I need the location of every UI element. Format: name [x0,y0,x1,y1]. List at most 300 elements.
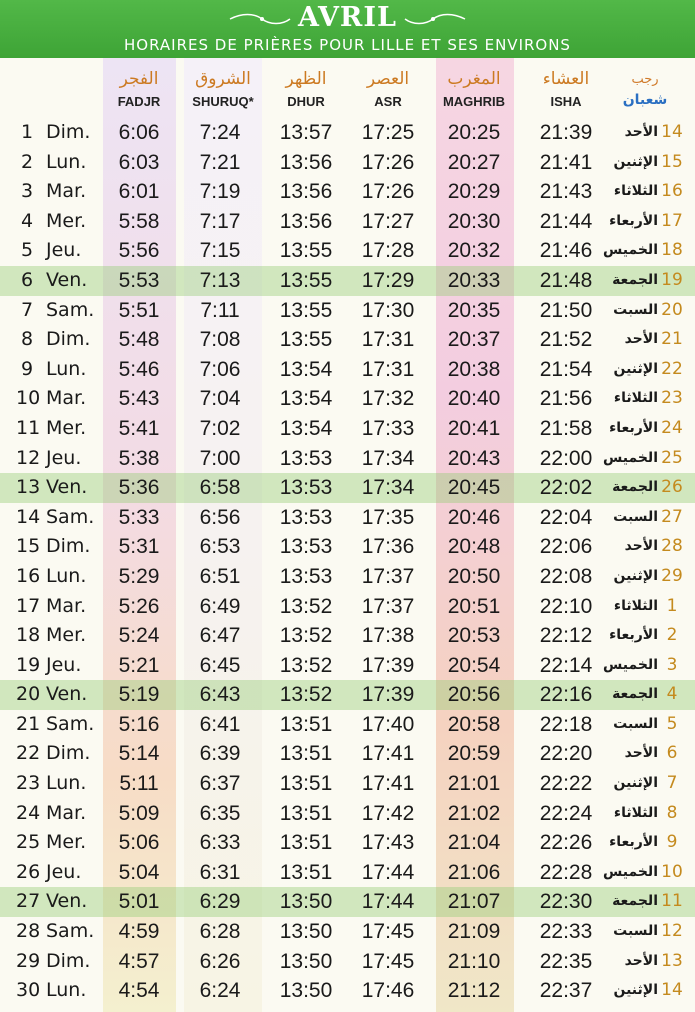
time-fadjr: 5:46 [118,357,160,381]
weekday-ar: الجمعة [612,893,658,910]
weekday-ar: الأحد [624,745,658,762]
time-asr: 17:44 [361,860,415,884]
time-dhur: 13:51 [279,860,333,884]
time-isha: 22:37 [539,979,593,1003]
time-asr: 17:25 [361,121,415,144]
hijri-month-top: رجب [631,72,659,87]
time-dhur: 13:50 [279,949,333,973]
time-fadjr: 5:06 [118,831,160,855]
time-dhur: 13:52 [279,624,333,648]
time-maghrib: 20:38 [447,357,501,381]
time-shuruq: 6:39 [199,742,241,766]
time-isha: 21:48 [539,268,593,292]
time-dhur: 13:52 [279,653,333,677]
time-isha: 21:54 [539,357,593,381]
time-asr: 17:31 [361,357,415,381]
weekday-fr: Sam. [46,298,95,321]
time-shuruq: 7:00 [199,446,241,470]
time-fadjr: 5:14 [118,742,160,766]
time-asr: 17:39 [361,653,415,677]
time-isha: 22:02 [539,476,593,500]
time-shuruq: 6:47 [199,624,241,648]
hijri-month-bottom: شعبان [622,92,668,108]
column-header-dhur [266,66,346,112]
table-row [0,592,695,622]
time-maghrib: 20:35 [447,298,501,322]
time-maghrib: 20:45 [447,476,501,500]
time-shuruq: 6:53 [199,535,241,559]
weekday-ar: الثلاثاء [613,597,658,614]
time-isha: 21:58 [539,416,593,440]
weekday-fr: Dim. [46,121,91,143]
day-number: 2 [20,150,34,173]
hijri-day: 13 [661,950,683,971]
weekday-ar: الثلاثاء [613,390,658,407]
time-maghrib: 21:04 [447,831,501,855]
time-fadjr: 5:41 [118,416,160,440]
time-maghrib: 20:41 [447,416,501,440]
time-asr: 17:32 [361,387,415,411]
time-shuruq: 7:21 [199,150,241,174]
column-header-fr: DHUR [287,94,325,109]
weekday-ar: الإثنين [613,153,658,170]
column-header-ar: الظهر [285,69,327,89]
weekday-ar: الجمعة [612,271,658,288]
time-isha: 21:56 [539,387,593,411]
time-maghrib: 20:48 [447,535,501,559]
time-dhur: 13:56 [279,150,333,174]
time-shuruq: 7:19 [199,180,241,204]
time-fadjr: 5:33 [118,505,160,529]
table-row [0,207,695,237]
time-fadjr: 5:38 [118,446,160,470]
table-row [0,858,695,888]
day-number: 17 [16,594,41,617]
weekday-fr: Mar. [46,801,87,824]
ornament-right-icon [403,12,467,26]
table-row [0,148,695,178]
day-number: 26 [16,860,41,883]
weekday-ar: السبت [613,715,658,732]
hijri-day: 19 [661,269,683,290]
time-shuruq: 6:49 [199,594,241,618]
hijri-day: 7 [666,773,678,794]
time-shuruq: 6:56 [199,505,241,529]
column-header-fr: FADJR [117,94,161,109]
time-shuruq: 7:02 [199,416,241,440]
column-header-shuruq [180,66,266,112]
day-number: 24 [16,801,41,824]
time-dhur: 13:54 [279,357,333,381]
time-dhur: 13:54 [279,416,333,440]
time-dhur: 13:55 [279,298,333,322]
table-row [0,503,695,533]
time-dhur: 13:54 [279,387,333,411]
day-number: 6 [20,268,34,291]
time-asr: 17:34 [361,446,415,470]
hijri-day: 18 [661,240,683,261]
time-asr: 17:35 [361,505,415,529]
hijri-day: 10 [661,861,683,882]
weekday-fr: Mar. [46,387,87,410]
time-shuruq: 6:24 [199,979,241,1003]
time-maghrib: 20:40 [447,387,501,411]
time-dhur: 13:53 [279,476,333,500]
time-maghrib: 21:10 [447,949,501,973]
weekday-fr: Lun. [46,772,87,795]
column-header-maghrib [432,66,516,112]
time-isha: 22:08 [539,564,593,588]
column-header-asr [348,66,428,112]
time-shuruq: 6:45 [199,653,241,677]
table-row [0,444,695,474]
time-maghrib: 21:01 [447,772,501,796]
day-number: 12 [16,446,41,469]
table-row-friday [0,680,695,710]
table-row-friday [0,266,695,296]
table-row [0,739,695,769]
hijri-day: 11 [661,891,683,912]
time-maghrib: 20:27 [447,150,501,174]
weekday-fr: Sam. [46,920,95,943]
time-isha: 21:46 [539,239,593,263]
table-row [0,799,695,829]
time-fadjr: 5:43 [118,387,160,411]
day-number: 16 [16,564,41,587]
hijri-day: 8 [666,802,678,823]
day-number: 8 [20,328,34,351]
day-number: 1 [20,121,34,143]
time-asr: 17:31 [361,328,415,352]
weekday-ar: الإثنين [613,567,658,584]
time-maghrib: 21:06 [447,860,501,884]
time-dhur: 13:51 [279,772,333,796]
time-dhur: 13:53 [279,535,333,559]
table-row [0,947,695,977]
weekday-ar: الجمعة [612,686,658,703]
time-asr: 17:43 [361,831,415,855]
weekday-ar: السبت [613,508,658,525]
day-number: 3 [20,180,34,203]
column-header-isha [526,66,606,112]
weekday-fr: Ven. [46,890,88,913]
table-row [0,355,695,385]
time-dhur: 13:57 [279,121,333,144]
day-number: 28 [16,920,41,943]
time-isha: 22:22 [539,772,593,796]
time-fadjr: 5:58 [118,209,160,233]
time-shuruq: 7:13 [199,268,241,292]
time-maghrib: 20:30 [447,209,501,233]
table-row [0,296,695,326]
table-row [0,236,695,266]
table-row [0,414,695,444]
time-dhur: 13:51 [279,831,333,855]
time-shuruq: 7:15 [199,239,241,263]
hijri-day: 14 [661,122,683,142]
time-shuruq: 6:33 [199,831,241,855]
page-header [0,0,695,58]
time-fadjr: 6:06 [118,121,160,144]
hijri-day: 20 [661,299,683,320]
time-fadjr: 5:31 [118,535,160,559]
time-dhur: 13:53 [279,505,333,529]
hijri-day: 14 [661,980,683,1001]
time-isha: 22:35 [539,949,593,973]
weekday-fr: Sam. [46,712,95,735]
weekday-fr: Ven. [46,476,88,499]
time-isha: 22:18 [539,712,593,736]
hijri-day: 17 [661,210,683,231]
time-asr: 17:42 [361,801,415,825]
time-shuruq: 6:37 [199,772,241,796]
column-header-fr: MAGHRIB [442,94,506,109]
hijri-day: 5 [666,713,678,734]
time-fadjr: 6:03 [118,150,160,174]
day-number: 5 [20,239,34,262]
time-isha: 22:20 [539,742,593,766]
weekday-ar: الإثنين [613,982,658,999]
time-isha: 21:43 [539,180,593,204]
time-shuruq: 7:04 [199,387,241,411]
time-asr: 17:46 [361,979,415,1003]
time-fadjr: 5:16 [118,712,160,736]
weekday-fr: Mer. [46,831,87,854]
hijri-day: 4 [666,684,678,705]
day-number: 9 [20,357,34,380]
table-row [0,118,695,148]
weekday-ar: الجمعة [612,479,658,496]
table-row-friday [0,887,695,917]
hijri-day: 16 [661,181,683,202]
hijri-day: 1 [666,595,678,616]
column-header-ar: المغرب [447,69,501,89]
time-asr: 17:39 [361,683,415,707]
page-title: AVRIL [298,2,397,33]
hijri-day: 2 [666,625,678,646]
time-isha: 22:16 [539,683,593,707]
time-dhur: 13:52 [279,594,333,618]
time-maghrib: 20:37 [447,328,501,352]
time-shuruq: 6:26 [199,949,241,973]
time-isha: 22:14 [539,653,593,677]
table-row [0,621,695,651]
time-fadjr: 5:26 [118,594,160,618]
weekday-ar: الإثنين [613,775,658,792]
time-isha: 22:30 [539,890,593,914]
time-shuruq: 6:58 [199,476,241,500]
hijri-day: 6 [666,743,678,764]
time-maghrib: 20:32 [447,239,501,263]
column-header-ar: العشاء [542,69,590,89]
day-number: 4 [20,209,34,232]
column-header-ar: الشروق [195,69,251,89]
time-maghrib: 20:25 [447,121,501,144]
time-shuruq: 7:11 [200,298,240,322]
weekday-fr: Lun. [46,564,87,587]
weekday-ar: الثلاثاء [613,183,658,200]
time-dhur: 13:55 [279,268,333,292]
day-number: 19 [16,653,41,676]
hijri-month-header [606,70,684,110]
time-shuruq: 7:17 [199,209,241,233]
weekday-fr: Mar. [46,180,87,203]
weekday-fr: Dim. [46,742,91,765]
time-isha: 21:41 [539,150,593,174]
hijri-day: 28 [661,536,683,557]
hijri-day: 9 [666,832,678,853]
hijri-day: 12 [661,921,683,942]
time-asr: 17:26 [361,180,415,204]
day-number: 11 [16,416,41,439]
time-dhur: 13:55 [279,328,333,352]
table-row [0,651,695,681]
time-asr: 17:34 [361,476,415,500]
day-number: 23 [16,772,41,795]
day-number: 27 [16,890,41,913]
time-isha: 22:10 [539,594,593,618]
table-row [0,917,695,947]
time-asr: 17:37 [361,594,415,618]
time-shuruq: 6:41 [199,712,241,736]
time-fadjr: 4:54 [118,979,160,1003]
time-shuruq: 6:31 [199,860,241,884]
time-maghrib: 20:53 [447,624,501,648]
time-fadjr: 5:29 [118,564,160,588]
time-fadjr: 4:57 [118,949,160,973]
time-dhur: 13:51 [279,742,333,766]
page-subtitle: HORAIRES DE PRIÈRES POUR LILLE ET SES ENVIRONS [124,36,571,54]
weekday-fr: Dim. [46,328,91,351]
weekday-fr: Sam. [46,505,95,528]
time-isha: 21:44 [539,209,593,233]
weekday-fr: Jeu. [46,860,82,883]
time-isha: 22:33 [539,920,593,944]
weekday-fr: Mar. [46,594,87,617]
time-maghrib: 20:46 [447,505,501,529]
weekday-ar: الأربعاء [609,627,658,644]
time-maghrib: 20:50 [447,564,501,588]
weekday-fr: Dim. [46,949,91,972]
time-asr: 17:41 [361,742,415,766]
day-number: 25 [16,831,41,854]
weekday-ar: السبت [613,923,658,940]
weekday-ar: الأحد [624,538,658,555]
time-asr: 17:28 [361,239,415,263]
weekday-fr: Dim. [46,535,91,558]
time-maghrib: 20:51 [447,594,501,618]
time-fadjr: 5:56 [118,239,160,263]
time-asr: 17:30 [361,298,415,322]
table-row [0,976,695,1006]
table-row [0,828,695,858]
weekday-fr: Lun. [46,150,87,173]
time-shuruq: 6:51 [199,564,241,588]
weekday-fr: Lun. [46,979,87,1002]
time-maghrib: 20:29 [447,180,501,204]
day-number: 29 [16,949,41,972]
time-shuruq: 6:43 [199,683,241,707]
hijri-day: 29 [661,565,683,586]
time-isha: 21:52 [539,328,593,352]
time-maghrib: 20:33 [447,268,501,292]
table-row [0,325,695,355]
time-asr: 17:45 [361,949,415,973]
time-fadjr: 5:51 [118,298,160,322]
weekday-fr: Jeu. [46,653,82,676]
time-asr: 17:36 [361,535,415,559]
time-asr: 17:27 [361,209,415,233]
column-header-ar: العصر [366,69,410,89]
time-shuruq: 7:08 [199,328,241,352]
time-dhur: 13:53 [279,446,333,470]
weekday-ar: الأربعاء [609,212,658,229]
time-dhur: 13:52 [279,683,333,707]
time-dhur: 13:56 [279,180,333,204]
time-isha: 21:50 [539,298,593,322]
time-dhur: 13:50 [279,890,333,914]
time-isha: 22:26 [539,831,593,855]
time-dhur: 13:53 [279,564,333,588]
weekday-ar: الأحد [624,331,658,348]
column-header-fr: SHURUQ* [192,94,254,109]
hijri-day: 3 [666,654,678,675]
time-asr: 17:37 [361,564,415,588]
time-maghrib: 21:12 [447,979,501,1003]
time-fadjr: 5:21 [118,653,160,677]
time-maghrib: 21:09 [447,920,501,944]
time-fadjr: 5:36 [118,476,160,500]
time-dhur: 13:51 [279,712,333,736]
column-header-fr: ASR [374,94,402,109]
time-dhur: 13:50 [279,920,333,944]
weekday-ar: الخميس [602,449,658,466]
time-isha: 22:12 [539,624,593,648]
time-asr: 17:33 [361,416,415,440]
time-asr: 17:44 [361,890,415,914]
table-row [0,532,695,562]
weekday-ar: الإثنين [613,360,658,377]
weekday-fr: Mer. [46,624,87,647]
time-asr: 17:41 [361,772,415,796]
weekday-ar: الخميس [602,863,658,880]
day-number: 30 [16,979,41,1002]
time-fadjr: 5:24 [118,624,160,648]
time-maghrib: 20:43 [447,446,501,470]
weekday-ar: السبت [613,301,658,318]
time-dhur: 13:51 [279,801,333,825]
hijri-day: 27 [661,506,683,527]
hijri-day: 23 [661,388,683,409]
time-fadjr: 5:01 [118,890,160,914]
time-fadjr: 5:19 [118,683,160,707]
time-fadjr: 6:01 [118,180,160,204]
day-number: 21 [16,712,41,735]
time-isha: 22:04 [539,505,593,529]
weekday-ar: الخميس [602,656,658,673]
hijri-day: 26 [661,477,683,498]
day-number: 18 [16,624,41,647]
time-fadjr: 5:11 [119,772,159,796]
table-row [0,177,695,207]
weekday-ar: الأحد [624,952,658,969]
time-dhur: 13:56 [279,209,333,233]
day-number: 20 [16,683,41,706]
time-fadjr: 4:59 [118,920,160,944]
time-fadjr: 5:53 [118,268,160,292]
day-number: 13 [16,476,41,499]
time-fadjr: 5:04 [118,860,160,884]
